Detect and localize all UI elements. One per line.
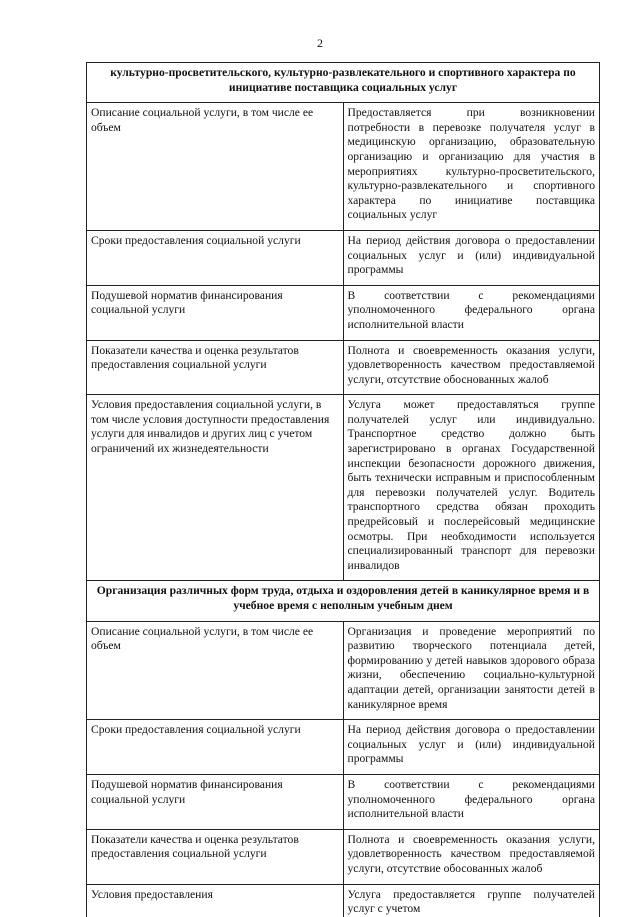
row-value: На период действия договора о предоставлении социальных услуг и (или) индивидуальной программы xyxy=(343,230,600,285)
row-value: В соответствии с рекомендациями уполномоченного федерального органа исполнительной власти xyxy=(343,285,600,340)
table-row xyxy=(87,395,600,581)
row-value: На период действия договора о предоставлении социальных услуг и (или) индивидуальной программы xyxy=(343,720,600,775)
row-label: Описание социальной услуги, в том числе ее объем xyxy=(87,103,344,231)
row-value: Полнота и своевременность оказания услуги, удовлетворенность качеством предоставляемой услуги, отсутствие обоснованных жалоб xyxy=(343,340,600,395)
row-label: Подушевой норматив финансирования социальной услуги xyxy=(87,285,344,340)
row-label: Описание социальной услуги, в том числе ее объем xyxy=(87,621,344,720)
table-row xyxy=(87,340,600,395)
page-number: 2 xyxy=(317,36,323,50)
row-value: В соответствии с рекомендациями уполномоченного федерального органа исполнительной власти xyxy=(343,774,600,829)
section-heading: культурно-просветительского, культурно-развлекательного и спортивного характера по инициативе поставщика социальных услуг xyxy=(87,63,600,103)
row-label: Подушевой норматив финансирования социальной услуги xyxy=(87,774,344,829)
section-heading-row xyxy=(87,63,600,103)
services-table xyxy=(86,62,600,917)
table-row xyxy=(87,774,600,829)
row-label: Сроки предоставления социальной услуги xyxy=(87,230,344,285)
row-value: Предоставляется при возникновении потребности в перевозке получателя услуг в медицинскую организацию, образовательную организацию и организацию для участия в мероприятиях культурно-просветительского, культурно-развлекательного и спортивного характера по инициативе поставщика социальных услуг xyxy=(343,103,600,231)
table-row xyxy=(87,720,600,775)
row-label: Показатели качества и оценка результатов предоставления социальной услуги xyxy=(87,340,344,395)
table-row xyxy=(87,884,600,917)
section-heading: Организация различных форм труда, отдыха и оздоровления детей в каникулярное время и в учебное время с неполным учебным днем xyxy=(87,581,600,621)
row-label: Условия предоставления социальной услуги, в том числе условия доступности предоставления услуги для инвалидов и других лиц с учетом ограничений их жизнедеятельности xyxy=(87,395,344,581)
table-row xyxy=(87,829,600,884)
row-label: Показатели качества и оценка результатов предоставления социальной услуги xyxy=(87,829,344,884)
row-label: Условия предоставления xyxy=(87,884,344,917)
table-row xyxy=(87,103,600,231)
row-value: Организация и проведение мероприятий по развитию творческого потенциала детей, формированию у детей навыков здорового образа жизни, обеспечению социально-культурной адаптации детей, организации занятости детей в каникулярное время xyxy=(343,621,600,720)
row-label: Сроки предоставления социальной услуги xyxy=(87,720,344,775)
table-row xyxy=(87,621,600,720)
row-value: Услуга предоставляется группе получателей услуг с учетом xyxy=(343,884,600,917)
row-value: Полнота и своевременность оказания услуги, удовлетворенность качеством предоставляемой услуги, отсутствие обосованных жалоб xyxy=(343,829,600,884)
table-row xyxy=(87,230,600,285)
table-row xyxy=(87,285,600,340)
row-value: Услуга может предоставляться группе получателей услуг или индивидуально. Транспортное средство должно быть зарегистрировано в органах Государственной инспекции безопасности дорожного движения, быть технически исправным и приспособленным для перевозки получателей услуг. Водитель транспортного средства обязан проходить предрейсовый и послерейсовый медицинские осмотры. При необходимости используется специализированный транспорт для перевозки инвалидов xyxy=(343,395,600,581)
section-heading-row xyxy=(87,581,600,621)
